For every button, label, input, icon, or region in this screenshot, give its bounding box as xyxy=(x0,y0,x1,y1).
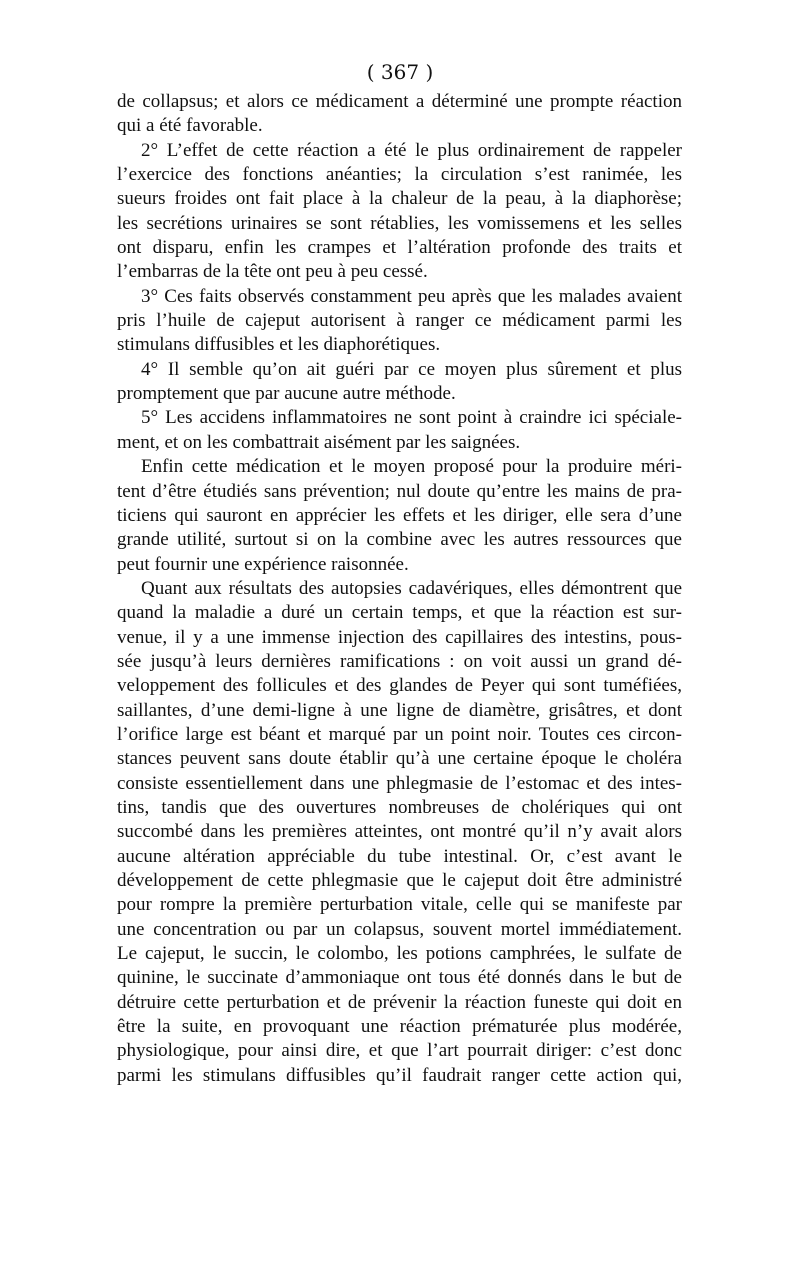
text-line: 4° Il semble qu’on ait guéri par ce moyen plus sûrement et plus xyxy=(141,358,682,380)
text-line: 3° Ces faits observés constamment peu après que les malades avaient xyxy=(141,285,682,307)
text-line: quand la maladie a duré un certain temps, et que la réaction est sur- xyxy=(117,602,682,624)
text-line: l’exercice des fonctions anéanties; la circulation s’est ranimée, les xyxy=(117,164,682,186)
text-line: pris l’huile de cajeput autorisent à ranger ce médicament parmi les xyxy=(117,310,682,332)
text-line: ment, et on les combattrait aisément par les saignées. xyxy=(117,431,521,453)
text-line: les secrétions urinaires se sont rétablies, les vomissemens et les selles xyxy=(117,212,682,234)
text-line: tent d’être étudiés sans prévention; nul doute qu’entre les mains de pra- xyxy=(117,480,682,502)
text-line: saillantes, d’une demi-ligne à une ligne de diamètre, grisâtres, et dont xyxy=(117,699,682,721)
body-text xyxy=(117,90,682,1088)
text-line: succombé dans les premières atteintes, ont montré qu’il n’y avait alors xyxy=(117,821,682,843)
text-line: détruire cette perturbation et de prévenir la réaction funeste qui doit en xyxy=(117,991,682,1013)
text-line: 2° L’effet de cette réaction a été le plus ordinairement de rappeler xyxy=(141,139,682,161)
text-line: 5° Les accidens inflammatoires ne sont point à craindre ici spéciale- xyxy=(141,407,682,429)
text-line: veloppement des follicules et des glandes de Peyer qui sont tuméfiées, xyxy=(117,675,682,697)
text-line: parmi les stimulans diffusibles qu’il faudrait ranger cette action qui, xyxy=(117,1064,682,1086)
text-line: développement de cette phlegmasie que le cajeput doit être administré xyxy=(117,870,682,891)
text-line: être la suite, en provoquant une réaction prématurée plus modérée, xyxy=(117,1016,682,1038)
text-line: venue, il y a une immense injection des capillaires des intestins, pous- xyxy=(117,626,682,648)
text-line: sueurs froides ont fait place à la chaleur de la peau, à la diaphorèse; xyxy=(117,188,682,210)
text-line: tins, tandis que des ouvertures nombreuses de cholériques qui ont xyxy=(117,796,682,818)
text-line: de collapsus; et alors ce médicament a déterminé une prompte réaction xyxy=(117,91,682,112)
text-line: grande utilité, surtout si on la combine avec les autres ressources que xyxy=(117,529,682,551)
text-line: promptement que par aucune autre méthode. xyxy=(117,383,456,405)
page-number: ( 367 ) xyxy=(366,60,434,84)
text-line: sée jusqu’à leurs dernières ramifications : on voit aussi un grand dé- xyxy=(117,650,682,672)
text-line: physiologique, pour ainsi dire, et que l’art pourrait diriger: c’est donc xyxy=(117,1040,682,1062)
text-line: pour rompre la première perturbation vitale, celle qui se manifeste par xyxy=(117,894,682,916)
text-line: peut fournir une expérience raisonnée. xyxy=(117,553,409,575)
text-line: une concentration ou par un colapsus, souvent mortel immédiatement. xyxy=(117,918,682,940)
text-line: l’orifice large est béant et marqué par un point noir. Toutes ces circon- xyxy=(117,723,682,745)
text-line: quinine, le succinate d’ammoniaque ont tous été donnés dans le but de xyxy=(117,967,682,989)
text-line: stances peuvent sans doute établir qu’à une certaine époque le choléra xyxy=(117,748,682,770)
text-line: aucune altération appréciable du tube intestinal. Or, c’est avant le xyxy=(117,845,682,867)
text-line: Quant aux résultats des autopsies cadavériques, elles démontrent que xyxy=(141,577,682,599)
text-line: ont disparu, enfin les crampes et l’altération profonde des traits et xyxy=(117,237,682,259)
text-line: Enfin cette médication et le moyen proposé pour la produire méri- xyxy=(141,456,682,478)
text-line: consiste essentiellement dans une phlegmasie de l’estomac et des intes- xyxy=(117,772,682,794)
text-line: qui a été favorable. xyxy=(117,115,263,137)
text-line: Le cajeput, le succin, le colombo, les potions camphrées, le sulfate de xyxy=(117,943,682,965)
text-line: ticiens qui sauront en apprécier les effets et les diriger, elle sera d’une xyxy=(117,504,682,526)
text-line: stimulans diffusibles et les diaphorétiques. xyxy=(117,334,441,356)
text-line: l’embarras de la tête ont peu à peu cessé. xyxy=(117,261,428,283)
